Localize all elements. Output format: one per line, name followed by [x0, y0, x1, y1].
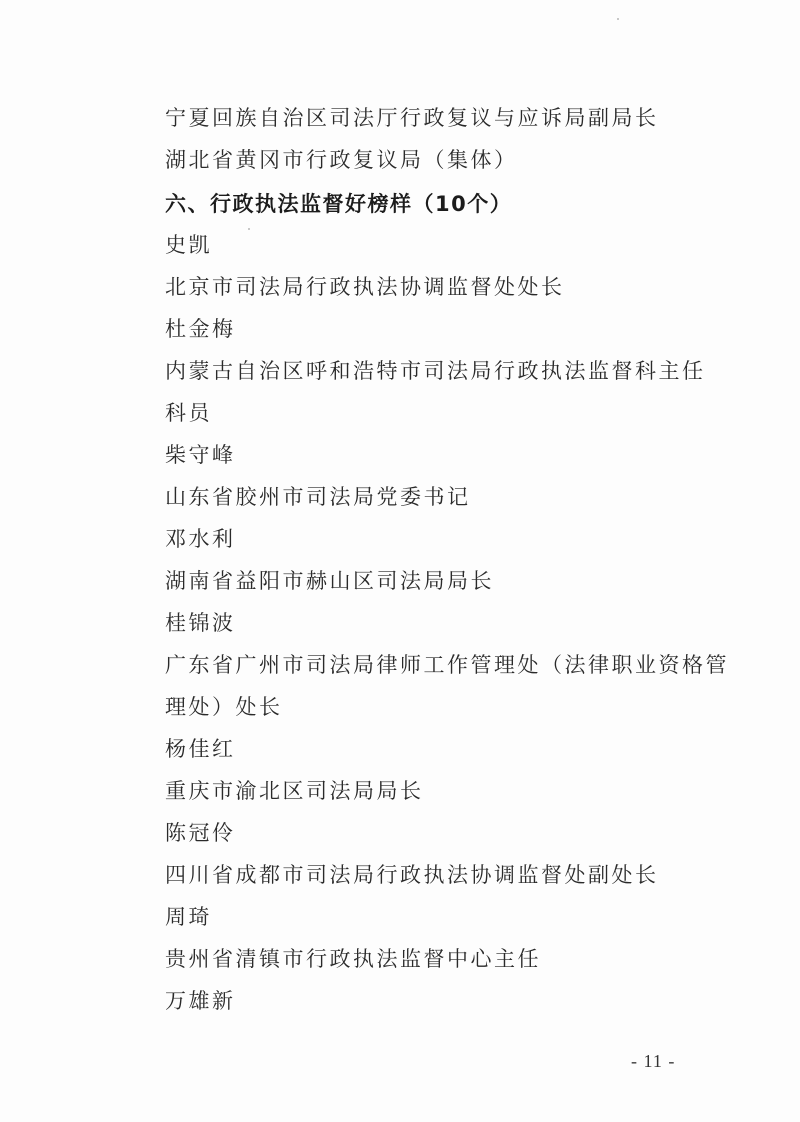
text-line: 宁夏回族自治区司法厅行政复议与应诉局副局长 — [165, 106, 659, 130]
person-name: 柴守峰 — [165, 443, 236, 467]
person-name: 杨佳红 — [165, 737, 236, 761]
person-name: 陈冠伶 — [165, 821, 236, 845]
section-heading: 六、行政执法监督好榜样（10个） — [165, 192, 513, 216]
person-title: 北京市司法局行政执法协调监督处处长 — [165, 275, 565, 299]
person-title: 内蒙古自治区呼和浩特市司法局行政执法监督科主任 — [165, 359, 706, 383]
person-title: 四川省成都市司法局行政执法协调监督处副处长 — [165, 863, 659, 887]
text-line: 湖北省黄冈市行政复议局（集体） — [165, 148, 518, 172]
person-name: 史凯 — [165, 233, 212, 257]
person-title-continued: 科员 — [165, 401, 212, 425]
person-title: 重庆市渝北区司法局局长 — [165, 779, 424, 803]
page-number: - 11 - — [631, 1051, 676, 1071]
scan-speck — [617, 18, 619, 20]
person-name: 桂锦波 — [165, 611, 236, 635]
person-name: 邓水利 — [165, 527, 236, 551]
scan-speck — [248, 228, 250, 230]
person-title: 湖南省益阳市赫山区司法局局长 — [165, 569, 494, 593]
person-name: 周琦 — [165, 905, 212, 929]
person-name: 万雄新 — [165, 989, 236, 1013]
person-title-continued: 理处）处长 — [165, 695, 283, 719]
person-name: 杜金梅 — [165, 317, 236, 341]
person-title: 山东省胶州市司法局党委书记 — [165, 485, 471, 509]
person-title: 广东省广州市司法局律师工作管理处（法律职业资格管 — [165, 653, 729, 677]
person-title: 贵州省清镇市行政执法监督中心主任 — [165, 947, 541, 971]
